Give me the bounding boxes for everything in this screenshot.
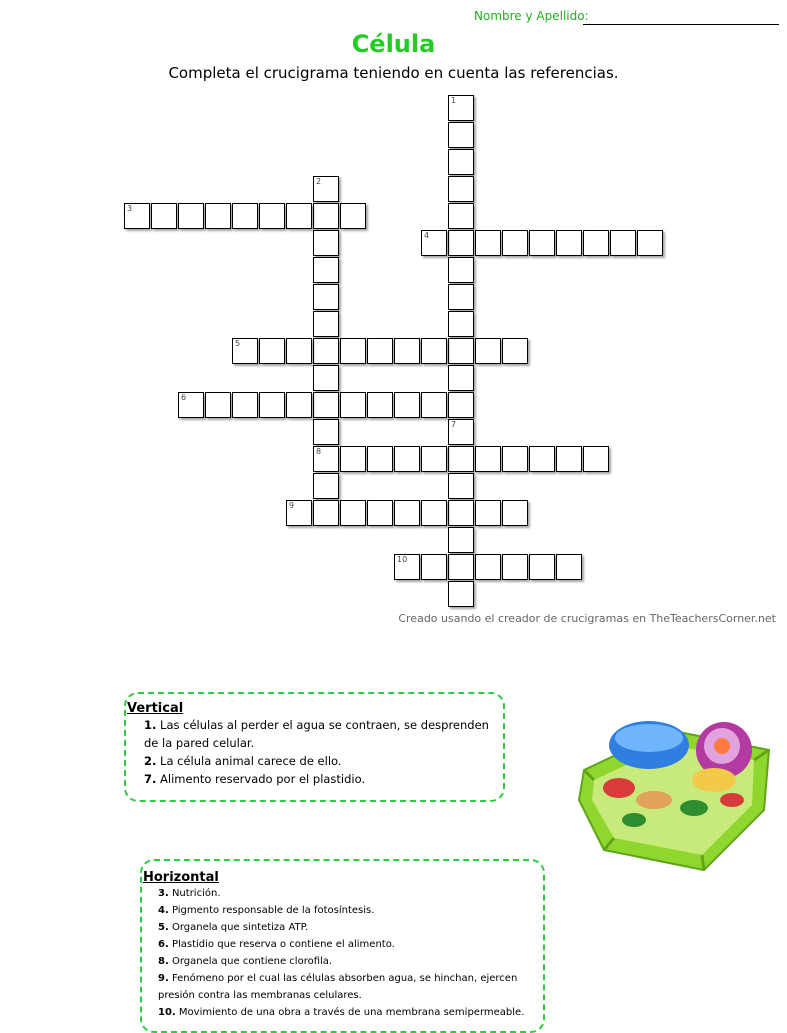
crossword-cell[interactable] <box>394 338 420 364</box>
crossword-cell[interactable] <box>502 554 528 580</box>
clue-number: 9 <box>289 501 295 510</box>
crossword-cell[interactable] <box>313 230 339 256</box>
clue-number: 8 <box>316 447 322 456</box>
crossword-cell[interactable] <box>340 500 366 526</box>
crossword-cell[interactable] <box>448 176 474 202</box>
crossword-cell[interactable] <box>448 284 474 310</box>
crossword-cell[interactable] <box>556 446 582 472</box>
crossword-cell[interactable] <box>448 446 474 472</box>
crossword-cell[interactable] <box>583 230 609 256</box>
crossword-cell[interactable] <box>421 230 447 256</box>
clue-number: 5 <box>235 339 241 348</box>
crossword-cell[interactable] <box>529 230 555 256</box>
crossword-cell[interactable] <box>610 230 636 256</box>
clue-number: 6 <box>181 393 187 402</box>
clue-number: 7 <box>451 420 457 429</box>
clue-number: 1 <box>451 96 457 105</box>
crossword-cell[interactable] <box>394 392 420 418</box>
crossword-cell[interactable] <box>448 527 474 553</box>
crossword-cell[interactable] <box>637 230 663 256</box>
crossword-cell[interactable] <box>313 446 339 472</box>
crossword-cell[interactable] <box>448 392 474 418</box>
crossword-cell[interactable] <box>502 446 528 472</box>
plant-cell-illustration <box>574 700 774 880</box>
crossword-cell[interactable] <box>367 446 393 472</box>
crossword-cell[interactable] <box>340 446 366 472</box>
crossword-cell[interactable] <box>232 392 258 418</box>
crossword-cell[interactable] <box>475 500 501 526</box>
crossword-cell[interactable] <box>394 446 420 472</box>
crossword-cell[interactable] <box>448 203 474 229</box>
crossword-cell[interactable] <box>232 203 258 229</box>
crossword-cell[interactable] <box>313 176 339 202</box>
crossword-cell[interactable] <box>448 149 474 175</box>
crossword-cell[interactable] <box>448 257 474 283</box>
crossword-cell[interactable] <box>502 500 528 526</box>
crossword-cell[interactable] <box>448 311 474 337</box>
clue-item: 8. Organela que contiene clorofila. <box>158 956 333 967</box>
crossword-cell[interactable] <box>394 500 420 526</box>
crossword-cell[interactable] <box>259 338 285 364</box>
crossword-cell[interactable] <box>529 554 555 580</box>
crossword-cell[interactable] <box>421 446 447 472</box>
horizontal-heading: Horizontal <box>143 870 219 885</box>
crossword-cell[interactable] <box>286 338 312 364</box>
crossword-cell[interactable] <box>448 473 474 499</box>
crossword-cell[interactable] <box>556 230 582 256</box>
crossword-cell[interactable] <box>124 203 150 229</box>
crossword-cell[interactable] <box>313 311 339 337</box>
clue-number: 10 <box>397 555 408 564</box>
crossword-cell[interactable] <box>286 500 312 526</box>
crossword-cell[interactable] <box>313 365 339 391</box>
crossword-cell[interactable] <box>313 473 339 499</box>
clue-item: 1. Las células al perder el agua se contraen, se desprenden de la pared celular. <box>144 718 489 750</box>
crossword-cell[interactable] <box>259 392 285 418</box>
crossword-cell[interactable] <box>313 500 339 526</box>
clue-item: 4. Pigmento responsable de la fotosíntesis. <box>158 905 375 916</box>
crossword-cell[interactable] <box>367 338 393 364</box>
crossword-cell[interactable] <box>313 284 339 310</box>
clue-item: 3. Nutrición. <box>158 888 221 899</box>
crossword-cell[interactable] <box>448 581 474 607</box>
crossword-cell[interactable] <box>421 554 447 580</box>
crossword-cell[interactable] <box>529 446 555 472</box>
clue-item: 7. Alimento reservado por el plastidio. <box>144 772 366 786</box>
crossword-cell[interactable] <box>205 392 231 418</box>
clue-item: 2. La célula animal carece de ello. <box>144 754 342 768</box>
crossword-cell[interactable] <box>340 338 366 364</box>
clue-item: 10. Movimiento de una obra a través de una membrana semipermeable. <box>158 1007 525 1018</box>
crossword-cell[interactable] <box>259 203 285 229</box>
page-title: Célula <box>351 30 436 58</box>
clue-item: 5. Organela que sintetiza ATP. <box>158 922 309 933</box>
crossword-cell[interactable] <box>448 230 474 256</box>
clue-number: 4 <box>424 231 430 240</box>
crossword-cell[interactable] <box>583 446 609 472</box>
crossword-cell[interactable] <box>448 95 474 121</box>
crossword-cell[interactable] <box>502 230 528 256</box>
crossword-cell[interactable] <box>421 500 447 526</box>
crossword-cell[interactable] <box>313 392 339 418</box>
crossword-cell[interactable] <box>178 392 204 418</box>
crossword-cell[interactable] <box>502 338 528 364</box>
crossword-cell[interactable] <box>448 419 474 445</box>
crossword-cell[interactable] <box>313 203 339 229</box>
vertical-heading: Vertical <box>127 701 184 716</box>
crossword-cell[interactable] <box>340 203 366 229</box>
crossword-cell[interactable] <box>556 554 582 580</box>
crossword-cell[interactable] <box>448 500 474 526</box>
crossword-cell[interactable] <box>151 203 177 229</box>
crossword-cell[interactable] <box>232 338 258 364</box>
crossword-cell[interactable] <box>448 338 474 364</box>
crossword-cell[interactable] <box>340 392 366 418</box>
horizontal-clues-box <box>140 859 545 1033</box>
clue-item: 9. Fenómeno por el cual las células absorben agua, se hinchan, ejercen presión contra las membranas celulares. <box>158 973 518 1001</box>
crossword-cell[interactable] <box>475 446 501 472</box>
crossword-cell[interactable] <box>205 203 231 229</box>
crossword-cell[interactable] <box>421 392 447 418</box>
crossword-cell[interactable] <box>448 122 474 148</box>
crossword-cell[interactable] <box>313 257 339 283</box>
instructions: Completa el crucigrama teniendo en cuenta las referencias. <box>168 64 619 82</box>
crossword-cell[interactable] <box>448 554 474 580</box>
credit: Creado usando el creador de crucigramas en TheTeachersCorner.net <box>398 612 776 625</box>
name-label: Nombre y Apellido: <box>474 9 589 23</box>
crossword-cell[interactable] <box>394 554 420 580</box>
clue-number: 2 <box>316 177 322 186</box>
crossword-cell[interactable] <box>448 365 474 391</box>
crossword-cell[interactable] <box>367 392 393 418</box>
crossword-cell[interactable] <box>475 554 501 580</box>
crossword-cell[interactable] <box>313 338 339 364</box>
vertical-clues-box <box>124 692 505 802</box>
crossword-cell[interactable] <box>475 230 501 256</box>
crossword-cell[interactable] <box>286 392 312 418</box>
crossword-cell[interactable] <box>286 203 312 229</box>
crossword-cell[interactable] <box>178 203 204 229</box>
clue-number: 3 <box>127 204 133 213</box>
crossword-cell[interactable] <box>367 500 393 526</box>
clue-item: 6. Plastidio que reserva o contiene el alimento. <box>158 939 395 950</box>
crossword-cell[interactable] <box>421 338 447 364</box>
crossword-cell[interactable] <box>475 338 501 364</box>
crossword-cell[interactable] <box>313 419 339 445</box>
